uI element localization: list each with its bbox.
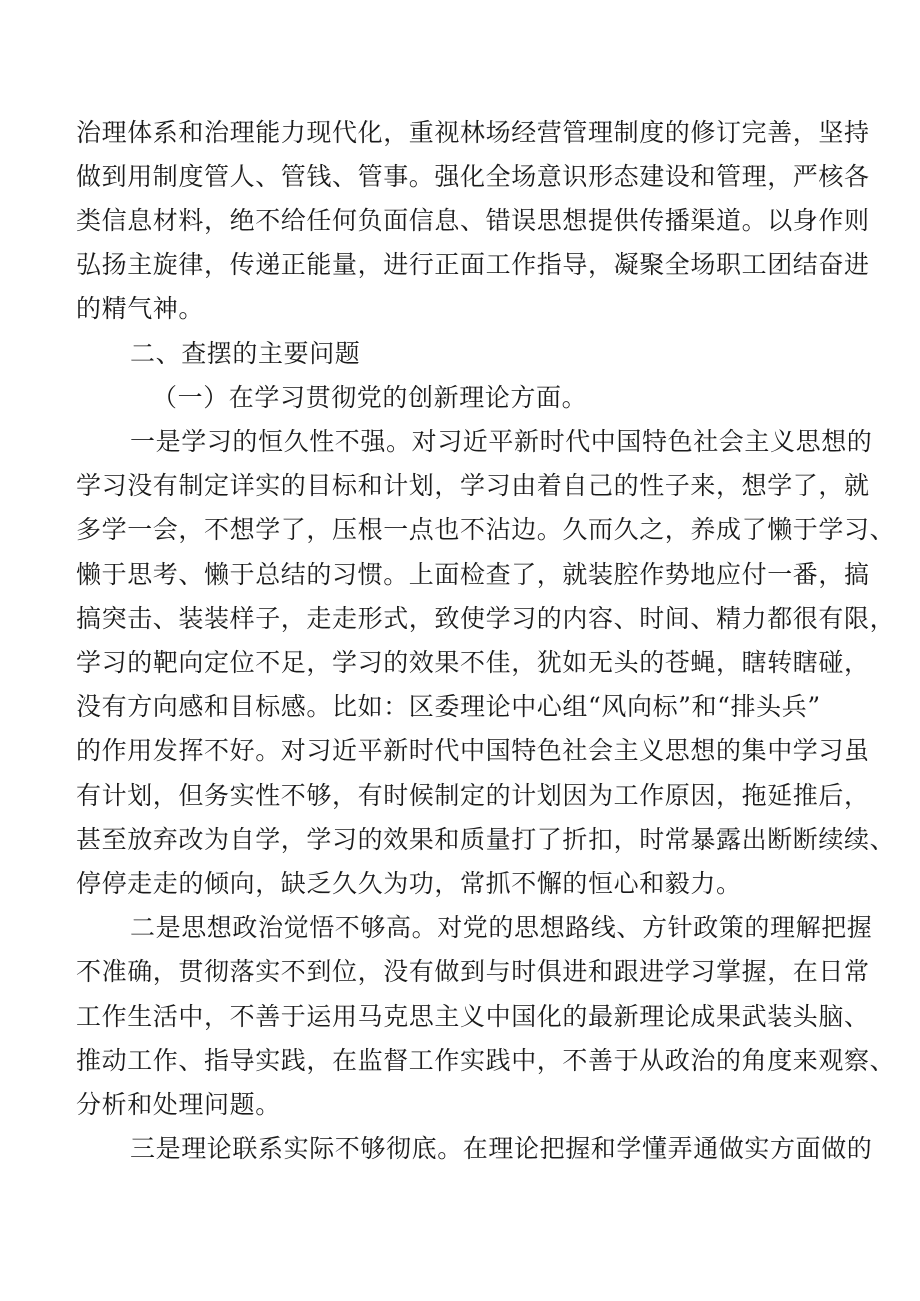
- text-line: 做到用制度管人、管钱、管事。强化全场意识形态建设和管理，严核各: [76, 162, 870, 191]
- text-line: 甚至放弃改为自学，学习的效果和质量打了折扣，时常暴露出断断续续、: [76, 825, 896, 854]
- text-line: 的作用发挥不好。对习近平新时代中国特色社会主义思想的集中学习虽: [76, 736, 870, 765]
- text-line: 类信息材料，绝不给任何负面信息、错误思想提供传播渠道。以身作则: [76, 206, 870, 235]
- text-line: 弘扬主旋律，传递正能量，进行正面工作指导，凝聚全场职工团结奋进: [76, 250, 870, 279]
- text-line: 一是学习的恒久性不强。对习近平新时代中国特色社会主义思想的: [130, 427, 873, 456]
- subsection-heading: （一）在学习贯彻党的创新理论方面。: [152, 383, 588, 412]
- section-heading: 二、查摆的主要问题: [130, 339, 361, 368]
- text-line: 没有方向感和目标感。比如：区委理论中心组“风向标”和“排头兵”: [76, 692, 821, 721]
- text-line: 二是思想政治觉悟不够高。对党的思想路线、方针政策的理解把握: [130, 913, 873, 942]
- text-line: 的精气神。: [76, 294, 205, 323]
- text-line: 不准确，贯彻落实不到位，没有做到与时俱进和跟进学习掌握，在日常: [76, 957, 870, 986]
- text-line: 推动工作、指导实践，在监督工作实践中，不善于从政治的角度来观察、: [76, 1046, 896, 1075]
- text-line: 有计划，但务实性不够，有时候制定的计划因为工作原因，拖延推后，: [76, 781, 870, 810]
- text-line: 工作生活中，不善于运用马克思主义中国化的最新理论成果武装头脑、: [76, 1002, 870, 1031]
- text-line: 学习的靶向定位不足，学习的效果不佳，犹如无头的苍蝇，瞎转瞎碰，: [76, 648, 870, 677]
- text-line: 多学一会，不想学了，压根一点也不沾边。久而久之，养成了懒于学习、: [76, 515, 896, 544]
- text-line: 学习没有制定详实的目标和计划，学习由着自己的性子来，想学了，就: [76, 471, 870, 500]
- text-line: 懒于思考、懒于总结的习惯。上面检查了，就装腔作势地应付一番，搞: [76, 560, 870, 589]
- text-line: 三是理论联系实际不够彻底。在理论把握和学懂弄通做实方面做的: [130, 1134, 873, 1163]
- text-line: 搞突击、装装样子，走走形式，致使学习的内容、时间、精力都很有限，: [76, 604, 896, 633]
- text-line: 治理体系和治理能力现代化，重视林场经营管理制度的修订完善，坚持: [76, 118, 870, 147]
- text-line: 分析和处理问题。: [76, 1090, 281, 1119]
- text-line: 停停走走的倾向，缺乏久久为功，常抓不懈的恒心和毅力。: [76, 869, 742, 898]
